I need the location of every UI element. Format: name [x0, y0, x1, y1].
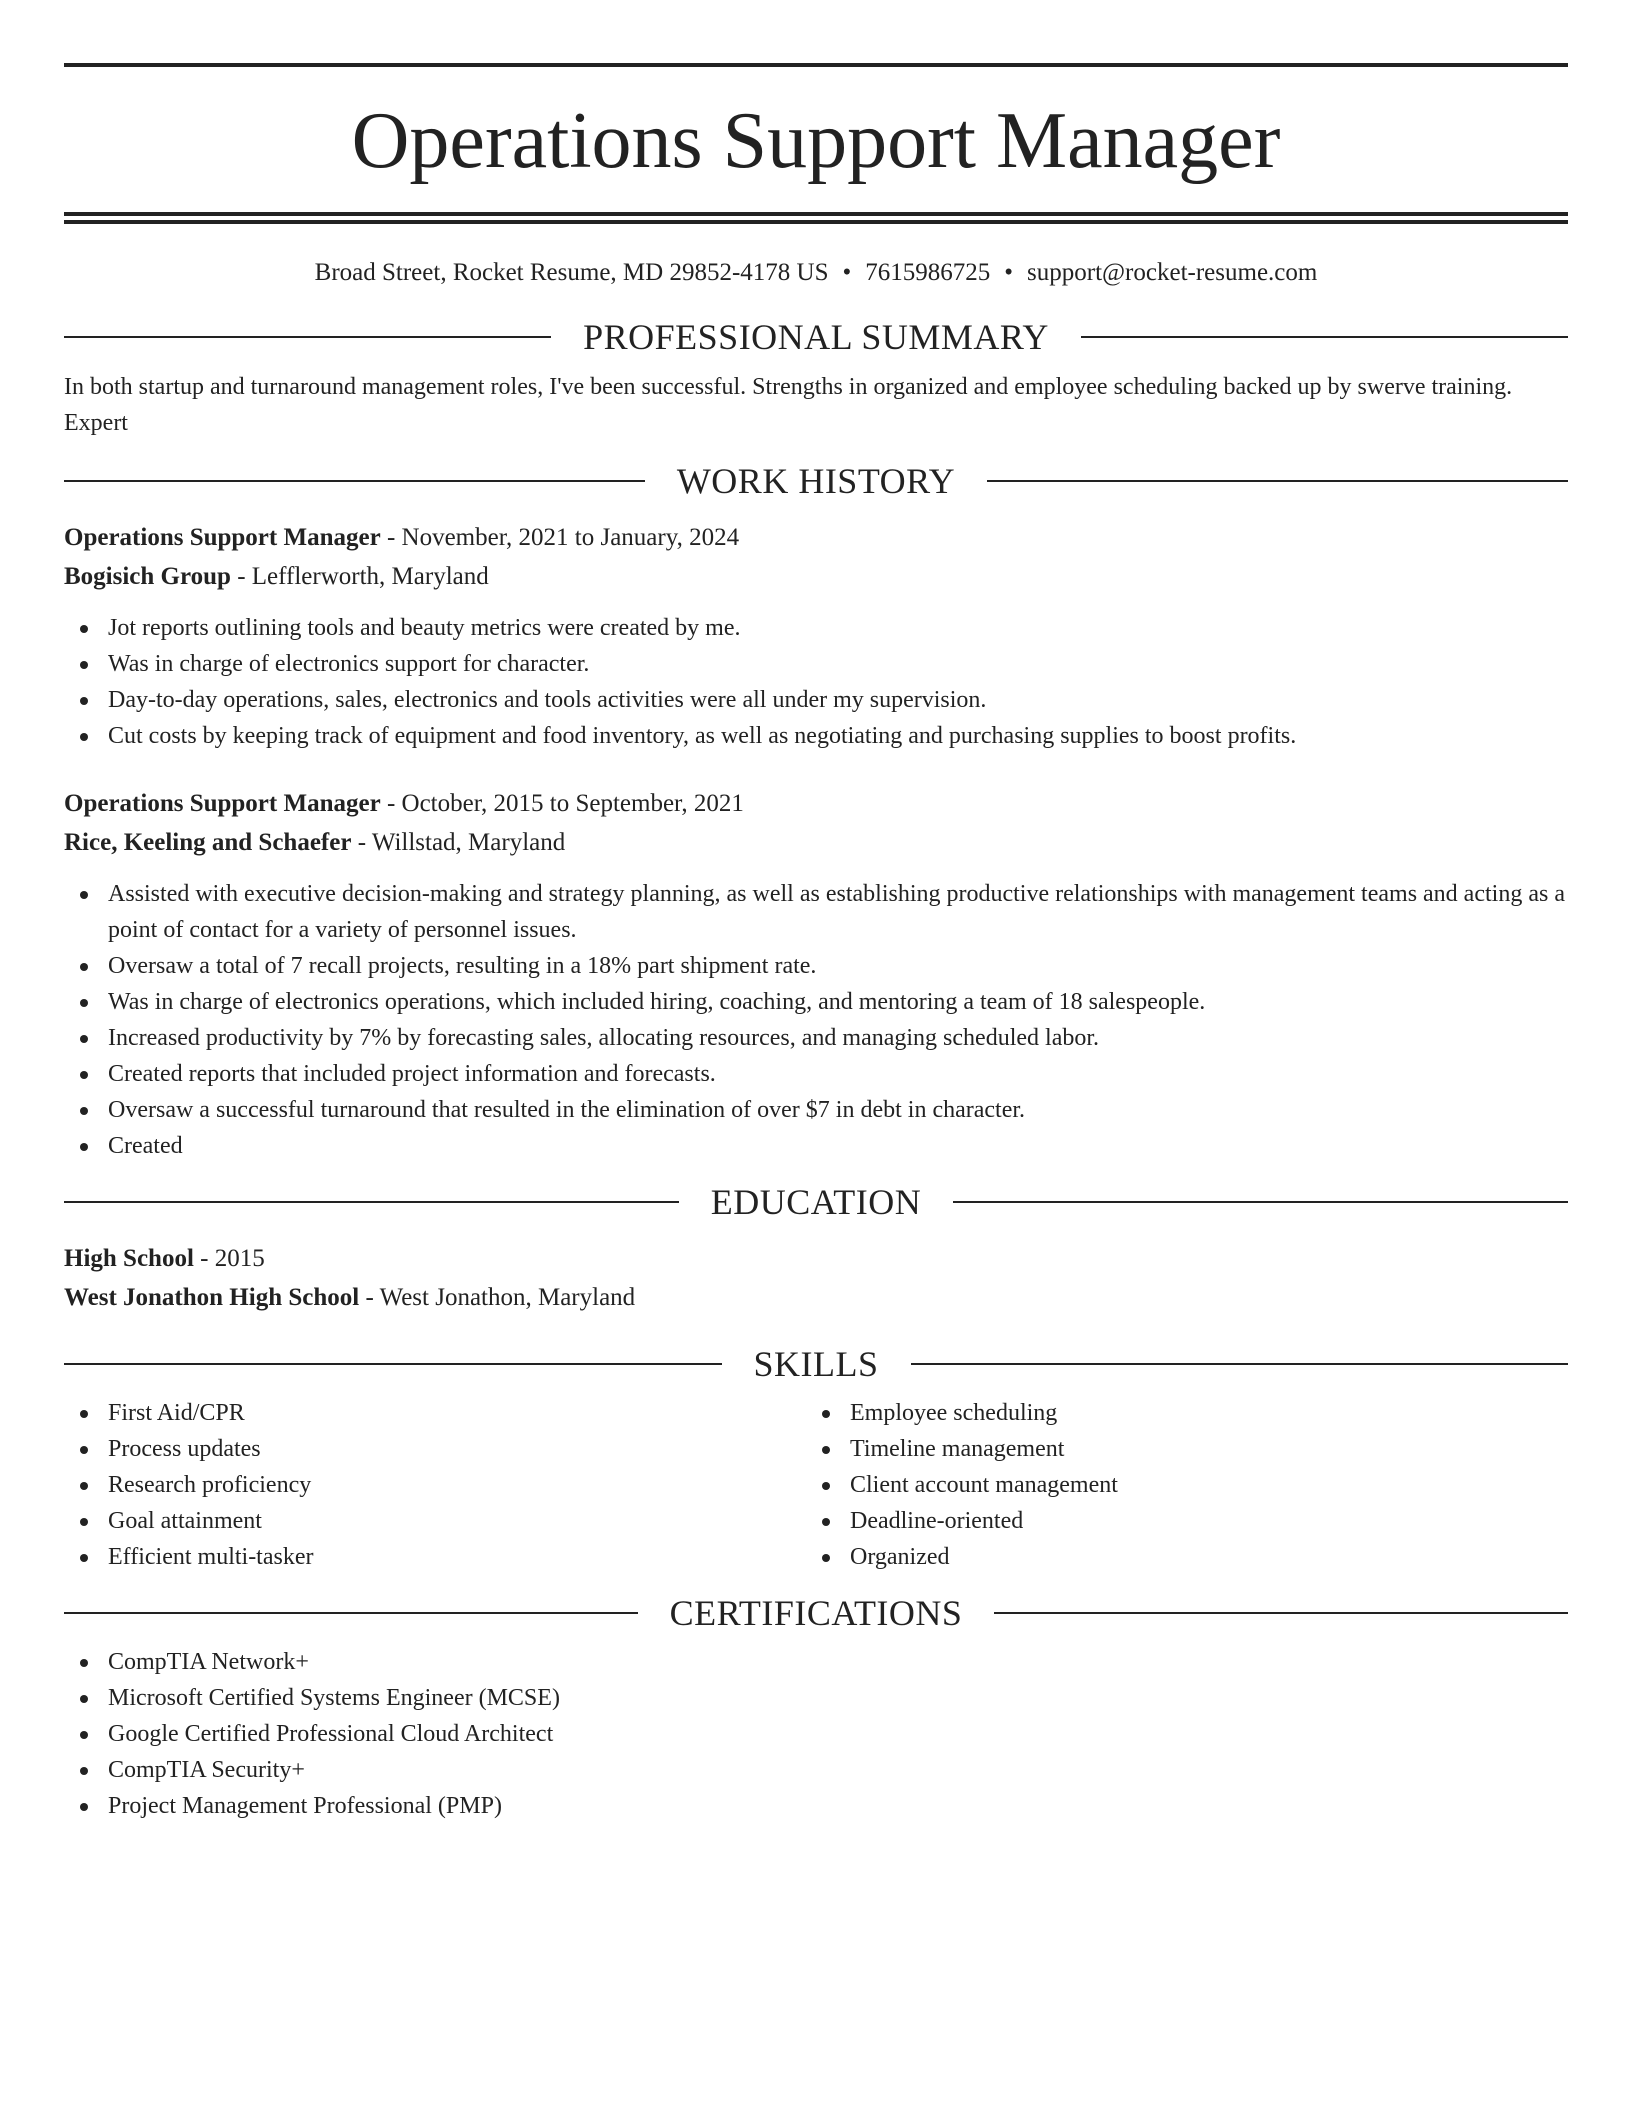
- job-company-line: [64, 823, 1568, 862]
- section-heading-work: [64, 461, 1568, 501]
- job-company: Rice, Keeling and Schaefer: [64, 829, 352, 856]
- certification-item: Project Management Professional (PMP): [64, 1788, 1568, 1824]
- header-top-rule: [64, 63, 1568, 67]
- job-dates: October, 2015 to September, 2021: [401, 790, 744, 817]
- heading-rule: [64, 336, 551, 338]
- list-item: Cut costs by keeping track of equipment and food inventory, as well as negotiating and purchasing supplies to boost profits.: [64, 718, 1568, 754]
- section-title: PROFESSIONAL SUMMARY: [583, 317, 1049, 357]
- skill-item: Employee scheduling: [806, 1395, 1548, 1431]
- summary-text: In both startup and turnaround management roles, I've been successful. Strengths in organized and employee scheduling backed up by swerve training. Expert: [64, 374, 1513, 436]
- heading-rule: [953, 1201, 1568, 1203]
- job-entry: [64, 518, 1568, 754]
- job-bullets: [64, 876, 1568, 1164]
- certification-item: CompTIA Security+: [64, 1752, 1568, 1788]
- job-title: Operations Support Manager: [64, 524, 381, 551]
- contact-separator: •: [842, 259, 852, 286]
- list-item: Day-to-day operations, sales, electronics and tools activities were all under my supervision.: [64, 682, 1568, 718]
- certification-item: Google Certified Professional Cloud Architect: [64, 1716, 1568, 1752]
- heading-rule: [64, 1363, 722, 1365]
- section-heading-certifications: [64, 1593, 1568, 1633]
- job-company: Bogisich Group: [64, 563, 231, 590]
- skills-column-right: [806, 1395, 1548, 1575]
- certification-item: Microsoft Certified Systems Engineer (MCSE): [64, 1680, 1568, 1716]
- education-school: West Jonathon High School: [64, 1284, 360, 1311]
- job-location: Willstad, Maryland: [371, 829, 566, 856]
- dash: -: [365, 1284, 374, 1311]
- list-item: Created: [64, 1128, 1568, 1164]
- list-item: Oversaw a successful turnaround that resulted in the elimination of over $7 in debt in character.: [64, 1092, 1568, 1128]
- job-company-line: [64, 557, 1568, 596]
- job-title: Operations Support Manager: [64, 790, 381, 817]
- education-entry: [64, 1239, 1568, 1317]
- dash: -: [200, 1245, 209, 1272]
- heading-rule: [64, 1612, 638, 1614]
- list-item: Was in charge of electronics operations, which included hiring, coaching, and mentoring a team of 18 salespeople.: [64, 984, 1568, 1020]
- heading-rule: [64, 480, 645, 482]
- resume-page: [64, 0, 1568, 1824]
- skill-item: Process updates: [64, 1431, 806, 1467]
- skill-item: Timeline management: [806, 1431, 1548, 1467]
- list-item: Oversaw a total of 7 recall projects, resulting in a 18% part shipment rate.: [64, 948, 1568, 984]
- skill-item: Research proficiency: [64, 1467, 806, 1503]
- education-degree-line: [64, 1239, 1568, 1278]
- certification-item: CompTIA Network+: [64, 1644, 1568, 1680]
- section-heading-education: [64, 1182, 1568, 1222]
- section-title: WORK HISTORY: [676, 461, 956, 501]
- dash: -: [386, 524, 396, 551]
- job-entry: [64, 784, 1568, 1164]
- section-heading-skills: [64, 1344, 1568, 1384]
- education-degree: High School: [64, 1245, 194, 1272]
- header-double-rule: [64, 212, 1568, 224]
- skill-item: Goal attainment: [64, 1503, 806, 1539]
- list-item: Jot reports outlining tools and beauty metrics were created by me.: [64, 610, 1568, 646]
- resume-name: Operations Support Manager: [351, 97, 1281, 185]
- skill-item: Deadline-oriented: [806, 1503, 1548, 1539]
- list-item: Created reports that included project information and forecasts.: [64, 1056, 1568, 1092]
- education-school-line: [64, 1278, 1568, 1317]
- skill-item: Organized: [806, 1539, 1548, 1575]
- skill-item: First Aid/CPR: [64, 1395, 806, 1431]
- contact-email: support@rocket-resume.com: [1027, 259, 1318, 286]
- certifications-list: [64, 1644, 1568, 1824]
- heading-rule: [64, 1201, 679, 1203]
- job-dates: November, 2021 to January, 2024: [401, 524, 740, 551]
- contact-line: [64, 258, 1568, 288]
- section-title: EDUCATION: [710, 1182, 922, 1222]
- section-heading-summary: [64, 317, 1568, 357]
- education-year: 2015: [214, 1245, 265, 1272]
- dash: -: [237, 563, 246, 590]
- skills-column-left: [64, 1395, 806, 1575]
- job-location: Lefflerworth, Maryland: [251, 563, 489, 590]
- job-title-line: [64, 518, 1568, 557]
- skill-item: Efficient multi-tasker: [64, 1539, 806, 1575]
- heading-rule: [987, 480, 1568, 482]
- contact-phone: 7615986725: [865, 259, 991, 286]
- contact-separator: •: [1004, 259, 1014, 286]
- job-bullets: [64, 610, 1568, 754]
- dash: -: [357, 829, 367, 856]
- education-location: West Jonathon, Maryland: [379, 1284, 636, 1311]
- contact-address: Broad Street, Rocket Resume, MD 29852-4178 US: [314, 259, 829, 286]
- section-title: CERTIFICATIONS: [669, 1593, 963, 1633]
- list-item: Assisted with executive decision-making and strategy planning, as well as establishing productive relationships with management teams and acting as a point of contact for a variety of personnel issues.: [64, 876, 1568, 948]
- heading-rule: [1081, 336, 1568, 338]
- list-item: Increased productivity by 7% by forecasting sales, allocating resources, and managing scheduled labor.: [64, 1020, 1568, 1056]
- heading-rule: [994, 1612, 1568, 1614]
- section-title: SKILLS: [753, 1344, 879, 1384]
- skills-grid: [64, 1395, 1568, 1575]
- dash: -: [386, 790, 396, 817]
- job-title-line: [64, 784, 1568, 823]
- skill-item: Client account management: [806, 1467, 1548, 1503]
- list-item: Was in charge of electronics support for character.: [64, 646, 1568, 682]
- heading-rule: [911, 1363, 1569, 1365]
